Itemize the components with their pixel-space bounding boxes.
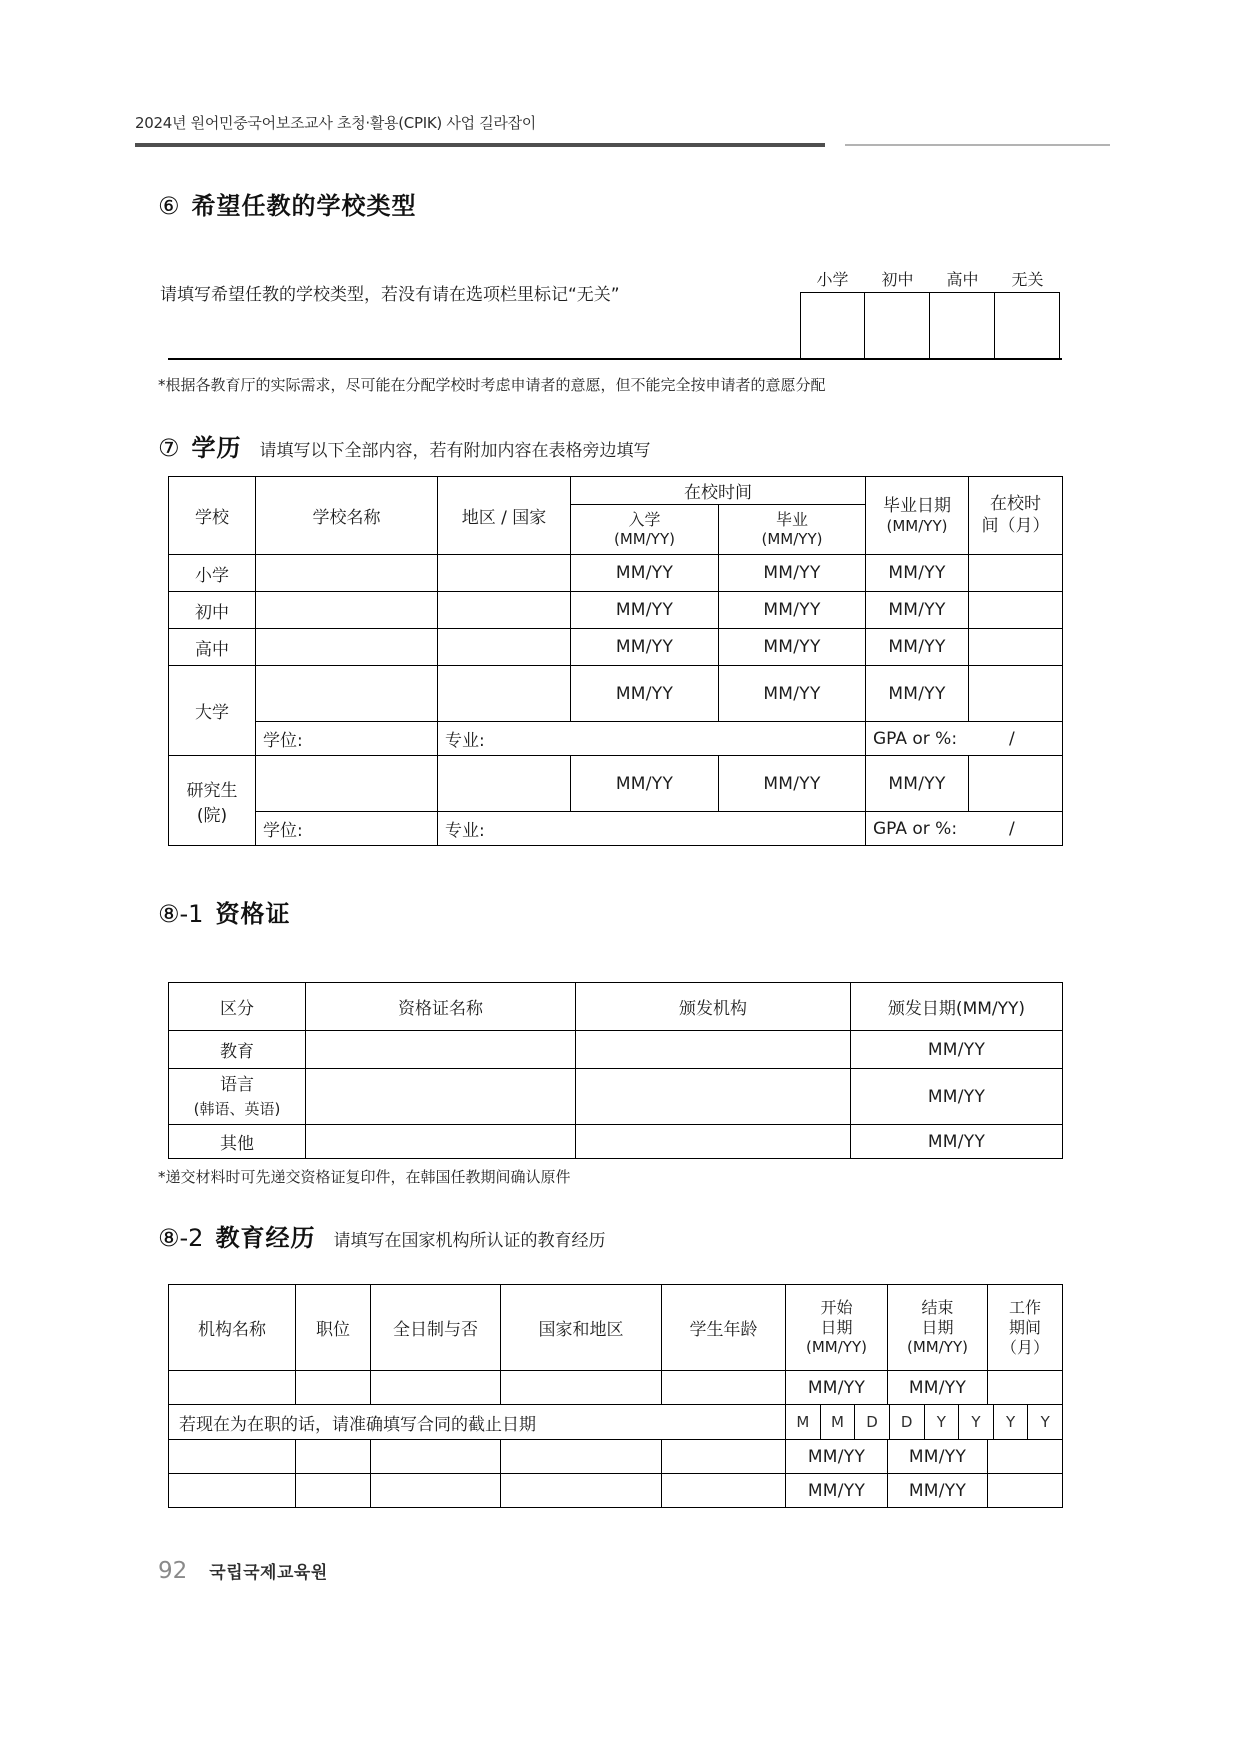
current-contract-note: 若现在为在职的话，请准确填写合同的截止日期 xyxy=(169,1405,786,1440)
graduate-date-cell: MM/YY xyxy=(719,756,866,812)
graduate-format: (MM/YY) xyxy=(761,530,823,549)
row-label: 初中 xyxy=(169,592,256,629)
row-label: 语言 xyxy=(220,1074,254,1095)
section6-body xyxy=(160,252,1062,360)
teaching-experience-table xyxy=(168,1284,1063,1508)
date-digit-box-d2: D xyxy=(889,1405,924,1439)
section8-2-heading xyxy=(158,1218,605,1253)
contract-end-date-boxes xyxy=(786,1405,1063,1440)
position-cell xyxy=(296,1371,371,1405)
country-cell xyxy=(501,1371,662,1405)
end-date-cell: MM/YY xyxy=(888,1440,988,1474)
row-label: 高中 xyxy=(169,629,256,666)
institution-cell xyxy=(169,1474,296,1508)
grad-date-cell: MM/YY xyxy=(866,555,969,592)
fulltime-cell xyxy=(371,1440,501,1474)
student-age-cell xyxy=(662,1440,786,1474)
education-history-table xyxy=(168,476,1063,846)
option-label: 小学 xyxy=(816,270,849,289)
enroll-label: 入学 xyxy=(628,510,661,530)
region-cell xyxy=(438,555,571,592)
row-label: 小学 xyxy=(169,555,256,592)
option-label: 初中 xyxy=(881,270,914,289)
option-high xyxy=(930,270,995,358)
enroll-format: (MM/YY) xyxy=(614,530,675,549)
gpa-cell xyxy=(866,722,1063,756)
row-label: 研究生(院) xyxy=(169,756,256,846)
header-rule-light xyxy=(845,144,1110,146)
section6-number: ⑥ xyxy=(158,192,180,220)
col-header-region: 地区 / 国家 xyxy=(438,477,571,555)
university-degree-row xyxy=(169,722,1063,756)
col-header-cert-name: 资格证名称 xyxy=(306,983,576,1031)
enroll-date-cell: MM/YY xyxy=(571,666,719,722)
school-name-cell xyxy=(256,592,438,629)
gpa-label: GPA or %: xyxy=(873,728,958,749)
region-cell xyxy=(438,629,571,666)
school-name-cell xyxy=(256,756,438,812)
graduate-date-cell: MM/YY xyxy=(719,555,866,592)
months-cell xyxy=(969,555,1063,592)
student-age-cell xyxy=(662,1371,786,1405)
grad-date-cell: MM/YY xyxy=(866,592,969,629)
section8-1-heading xyxy=(158,894,290,929)
experience-row-3 xyxy=(169,1474,1063,1508)
table-row-middle xyxy=(169,592,1063,629)
graduate-date-cell: MM/YY xyxy=(719,666,866,722)
issuer-cell xyxy=(576,1069,851,1125)
col-header-fulltime: 全日制与否 xyxy=(371,1285,501,1371)
col-header-school: 学校 xyxy=(169,477,256,555)
section8-1-note: *递交材料时可先递交资格证复印件，在韩国任教期间确认原件 xyxy=(158,1168,571,1186)
school-name-cell xyxy=(256,666,438,722)
section6-title: 希望任教的学校类型 xyxy=(191,192,417,220)
position-cell xyxy=(296,1474,371,1508)
experience-row-1 xyxy=(169,1371,1063,1405)
months-cell xyxy=(969,666,1063,722)
enroll-date-cell: MM/YY xyxy=(571,592,719,629)
table-row-education-cert xyxy=(169,1031,1063,1069)
issue-date-cell: MM/YY xyxy=(851,1031,1063,1069)
fulltime-cell xyxy=(371,1474,501,1508)
issue-date-cell: MM/YY xyxy=(851,1069,1063,1125)
section6-instruction: 请填写希望任教的学校类型，若没有请在选项栏里标记“无关” xyxy=(160,285,620,305)
institution-cell xyxy=(169,1440,296,1474)
cert-name-cell xyxy=(306,1069,576,1125)
country-cell xyxy=(501,1474,662,1508)
work-period-cell xyxy=(988,1474,1063,1508)
col-header-institution: 机构名称 xyxy=(169,1285,296,1371)
table-row-elementary xyxy=(169,555,1063,592)
issue-date-cell: MM/YY xyxy=(851,1125,1063,1159)
section8-2-subtitle: 请填写在国家机构所认证的教育经历 xyxy=(333,1231,606,1251)
section6-heading xyxy=(158,186,417,221)
col-header-grad-date xyxy=(866,477,969,555)
table-row-high xyxy=(169,629,1063,666)
section8-2-title: 教育经历 xyxy=(215,1224,316,1252)
table-row-language-cert xyxy=(169,1069,1063,1125)
gpa-slash: / xyxy=(1009,818,1015,839)
region-cell xyxy=(438,756,571,812)
end-date-cell: MM/YY xyxy=(888,1371,988,1405)
col-header-graduate xyxy=(719,505,866,555)
fulltime-cell xyxy=(371,1371,501,1405)
col-header-position: 职位 xyxy=(296,1285,371,1371)
end-date-cell: MM/YY xyxy=(888,1474,988,1508)
country-cell xyxy=(501,1440,662,1474)
row-label: 大学 xyxy=(169,666,256,756)
issuer-cell xyxy=(576,1031,851,1069)
col-header-country: 国家和地区 xyxy=(501,1285,662,1371)
section7-heading xyxy=(158,428,651,463)
col-header-issue-date: 颁发日期(MM/YY) xyxy=(851,983,1063,1031)
section8-1-number: ⑧-1 xyxy=(158,900,204,928)
issuer-cell xyxy=(576,1125,851,1159)
school-name-cell xyxy=(256,629,438,666)
date-digit-box-y1: Y xyxy=(924,1405,959,1439)
col-header-start-date: 开始 日期 (MM/YY) xyxy=(786,1285,888,1371)
cert-name-cell xyxy=(306,1031,576,1069)
option-label: 高中 xyxy=(946,270,979,289)
work-period-cell xyxy=(988,1440,1063,1474)
grad-date-line2: (MM/YY) xyxy=(886,516,948,535)
date-digit-box-y2: Y xyxy=(958,1405,993,1439)
section8-1-title: 资格证 xyxy=(215,900,291,928)
date-digit-box-y3: Y xyxy=(993,1405,1028,1439)
cert-name-cell xyxy=(306,1125,576,1159)
position-cell xyxy=(296,1440,371,1474)
section7-number: ⑦ xyxy=(158,434,180,462)
months-cell xyxy=(969,756,1063,812)
certificates-table xyxy=(168,982,1063,1159)
experience-row-2 xyxy=(169,1440,1063,1474)
graduate-date-cell: MM/YY xyxy=(719,592,866,629)
grad-date-cell: MM/YY xyxy=(866,756,969,812)
grad-date-cell: MM/YY xyxy=(866,629,969,666)
major-cell: 专业: xyxy=(438,722,866,756)
option-checkbox xyxy=(865,292,930,358)
col-header-work-period: 工作 期间 （月） xyxy=(988,1285,1063,1371)
row-label: 其他 xyxy=(169,1125,306,1159)
section7-title: 学历 xyxy=(191,434,242,462)
col-header-school-name: 学校名称 xyxy=(256,477,438,555)
gpa-label: GPA or %: xyxy=(873,818,958,839)
student-age-cell xyxy=(662,1474,786,1508)
table-row-other-cert xyxy=(169,1125,1063,1159)
gpa-cell xyxy=(866,812,1063,846)
date-digit-box-m2: M xyxy=(820,1405,855,1439)
region-cell xyxy=(438,666,571,722)
option-any xyxy=(995,270,1060,358)
months-line1: 在校时 xyxy=(990,494,1041,515)
option-elementary xyxy=(800,270,865,358)
grad-date-cell: MM/YY xyxy=(866,666,969,722)
start-date-cell: MM/YY xyxy=(786,1371,888,1405)
start-date-cell: MM/YY xyxy=(786,1474,888,1508)
header-rule-dark xyxy=(135,143,825,147)
grad-date-line1: 毕业日期 xyxy=(883,495,951,516)
option-checkbox xyxy=(800,292,865,358)
enroll-date-cell: MM/YY xyxy=(571,629,719,666)
table-row-grad-school xyxy=(169,756,1063,812)
col-header-category: 区分 xyxy=(169,983,306,1031)
option-checkbox xyxy=(995,292,1060,358)
start-date-cell: MM/YY xyxy=(786,1440,888,1474)
gpa-slash: / xyxy=(1009,728,1015,749)
col-header-end-date: 结束 日期 (MM/YY) xyxy=(888,1285,988,1371)
col-header-months xyxy=(969,477,1063,555)
date-digit-box-m1: M xyxy=(796,1413,810,1431)
table-row-university xyxy=(169,666,1063,722)
row-sublabel: (韩语、英语) xyxy=(193,1100,281,1118)
months-cell xyxy=(969,629,1063,666)
option-middle xyxy=(865,270,930,358)
row-label-group xyxy=(169,1069,306,1125)
col-header-student-age: 学生年龄 xyxy=(662,1285,786,1371)
degree-cell: 学位: xyxy=(256,722,438,756)
institution-cell xyxy=(169,1371,296,1405)
school-name-cell xyxy=(256,555,438,592)
document-header-title: 2024년 원어민중국어보조교사 초청·활용(CPIK) 사업 길라잡이 xyxy=(135,114,536,132)
footer-organization: 국립국제교육원 xyxy=(209,1563,328,1583)
col-header-attendance: 在校时间 xyxy=(571,477,866,505)
months-line2: 间（月） xyxy=(981,515,1050,536)
section7-subtitle: 请填写以下全部内容，若有附加内容在表格旁边填写 xyxy=(259,441,651,461)
school-type-options xyxy=(800,270,1060,358)
page-number: 92 xyxy=(158,1558,188,1584)
region-cell xyxy=(438,592,571,629)
date-digit-box-y4: Y xyxy=(1027,1405,1062,1439)
col-header-issuer: 颁发机构 xyxy=(576,983,851,1031)
section8-2-number: ⑧-2 xyxy=(158,1224,204,1252)
row-label: 教育 xyxy=(169,1031,306,1069)
page-footer xyxy=(158,1558,328,1584)
enroll-date-cell: MM/YY xyxy=(571,756,719,812)
option-checkbox xyxy=(930,292,995,358)
current-contract-row xyxy=(169,1405,1063,1440)
col-header-enroll xyxy=(571,505,719,555)
grad-school-degree-row xyxy=(169,812,1063,846)
section6-note: *根据各教育厅的实际需求，尽可能在分配学校时考虑申请者的意愿，但不能完全按申请者的意愿分配 xyxy=(158,376,826,394)
enroll-date-cell: MM/YY xyxy=(571,555,719,592)
graduate-date-cell: MM/YY xyxy=(719,629,866,666)
major-cell: 专业: xyxy=(438,812,866,846)
months-cell xyxy=(969,592,1063,629)
work-period-cell xyxy=(988,1371,1063,1405)
degree-cell: 学位: xyxy=(256,812,438,846)
graduate-label: 毕业 xyxy=(775,510,808,530)
option-label: 无关 xyxy=(1011,270,1044,289)
date-digit-box-d1: D xyxy=(854,1405,889,1439)
